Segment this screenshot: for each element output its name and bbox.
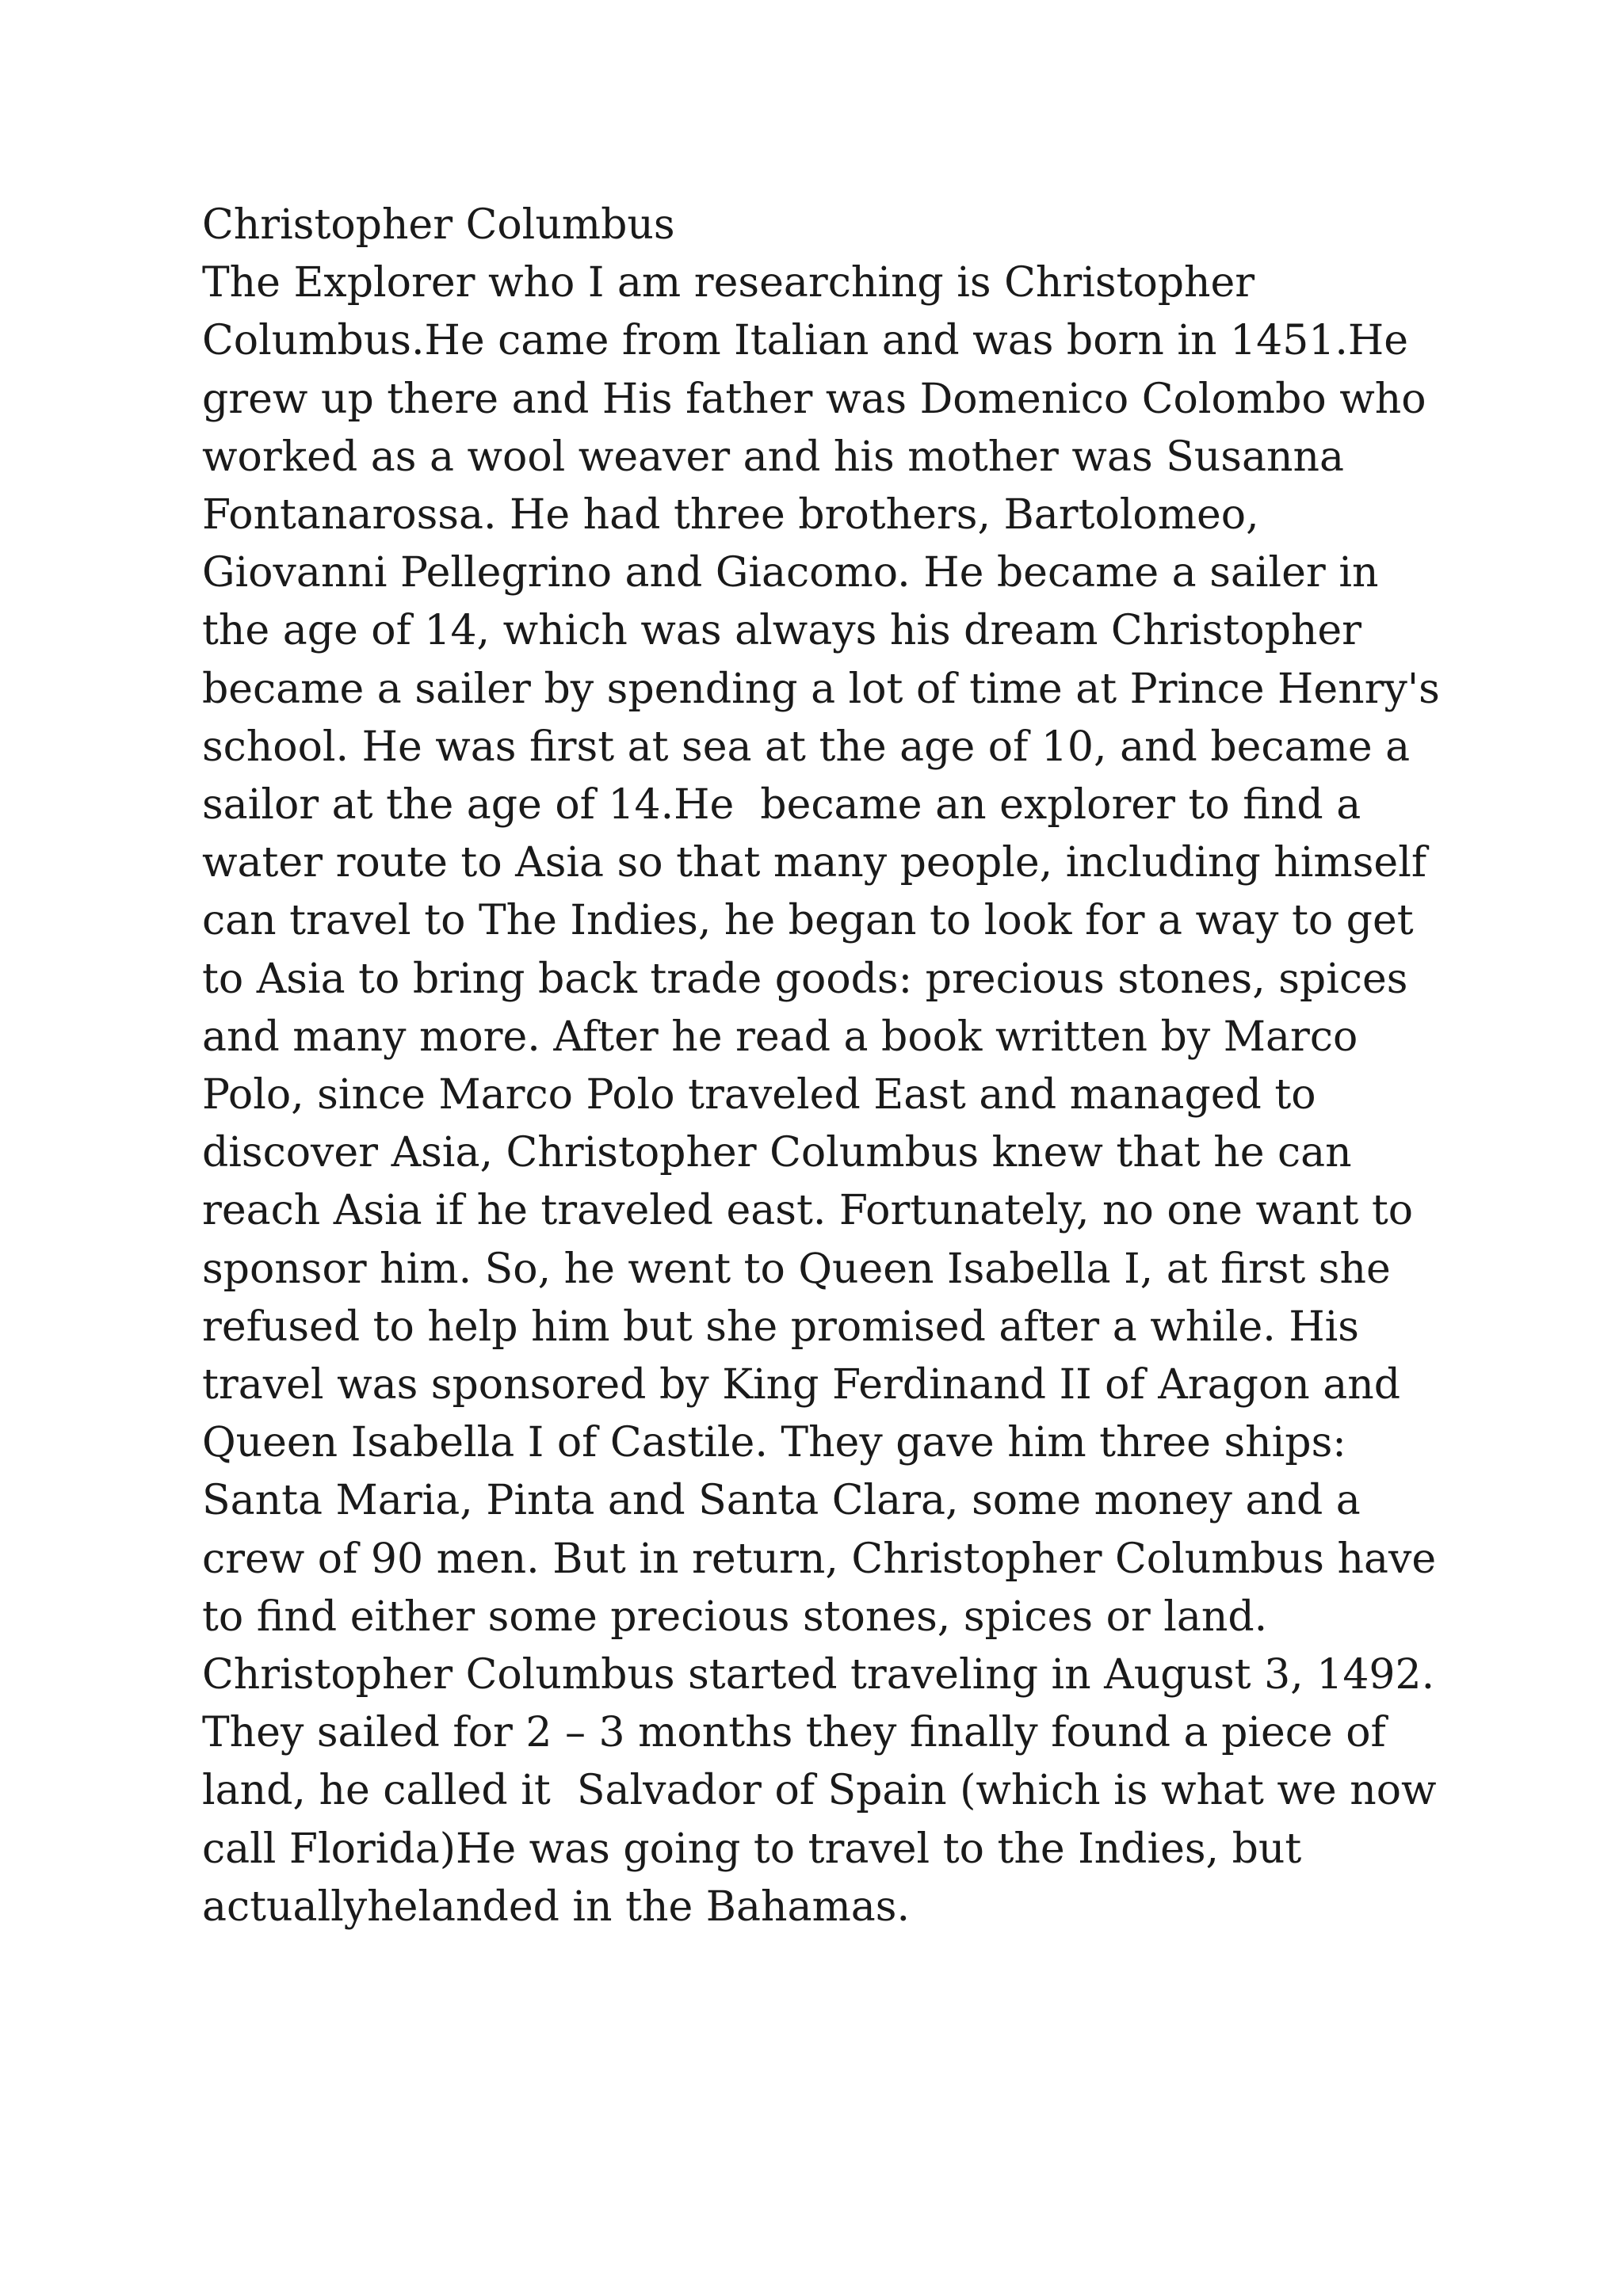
body-line: Columbus.He came from Italian and was born in 1451.He	[202, 317, 1409, 365]
body-line: The Explorer who I am researching is Christopher	[202, 259, 1255, 307]
body-line: can travel to The Indies, he began to look for a way to get	[202, 897, 1414, 945]
essay-text	[202, 196, 1549, 1936]
body-line: water route to Asia so that many people, including himself	[202, 839, 1427, 887]
body-line: Fontanarossa. He had three brothers, Bartolomeo,	[202, 491, 1259, 540]
body-line: Santa Maria, Pinta and Santa Clara, some money and a	[202, 1477, 1361, 1525]
body-line: discover Asia, Christopher Columbus knew that he can	[202, 1129, 1352, 1177]
body-line: actuallyhelanded in the Bahamas.	[202, 1882, 910, 1931]
body-line: They sailed for 2 – 3 months they finally found a piece of	[202, 1709, 1386, 1757]
body-line: worked as a wool weaver and his mother was Susanna	[202, 433, 1344, 481]
document-title: Christopher Columbus	[202, 201, 675, 249]
body-line: land, he called it Salvador of Spain (which is what we now	[202, 1767, 1437, 1815]
body-line: Christopher Columbus started traveling in August 3, 1492.	[202, 1651, 1435, 1699]
body-line: became a sailer by spending a lot of time at Prince Henry's	[202, 665, 1440, 713]
body-line: and many more. After he read a book written by Marco	[202, 1013, 1358, 1061]
body-line: to find either some precious stones, spices or land.	[202, 1592, 1268, 1641]
body-line: crew of 90 men. But in return, Christopher Columbus have	[202, 1535, 1437, 1583]
body-line: Queen Isabella I of Castile. They gave him three ships:	[202, 1419, 1346, 1467]
body-line: travel was sponsored by King Ferdinand II of Aragon and	[202, 1361, 1401, 1409]
body-line: to Asia to bring back trade goods: precious stones, spices	[202, 955, 1408, 1003]
body-line: sponsor him. So, he went to Queen Isabella I, at first she	[202, 1245, 1391, 1293]
body-line: reach Asia if he traveled east. Fortunately, no one want to	[202, 1187, 1414, 1235]
body-line: refused to help him but she promised after a while. His	[202, 1302, 1359, 1351]
body-line: grew up there and His father was Domenico Colombo who	[202, 375, 1426, 423]
body-line: school. He was first at sea at the age of 10, and became a	[202, 723, 1411, 771]
body-line: the age of 14, which was always his dream Christopher	[202, 607, 1361, 655]
body-line: Polo, since Marco Polo traveled East and managed to	[202, 1071, 1316, 1119]
body-line: Giovanni Pellegrino and Giacomo. He became a sailer in	[202, 549, 1379, 597]
body-line: call Florida)He was going to travel to the Indies, but	[202, 1825, 1302, 1873]
body-line: sailor at the age of 14.He became an explorer to find a	[202, 781, 1361, 830]
